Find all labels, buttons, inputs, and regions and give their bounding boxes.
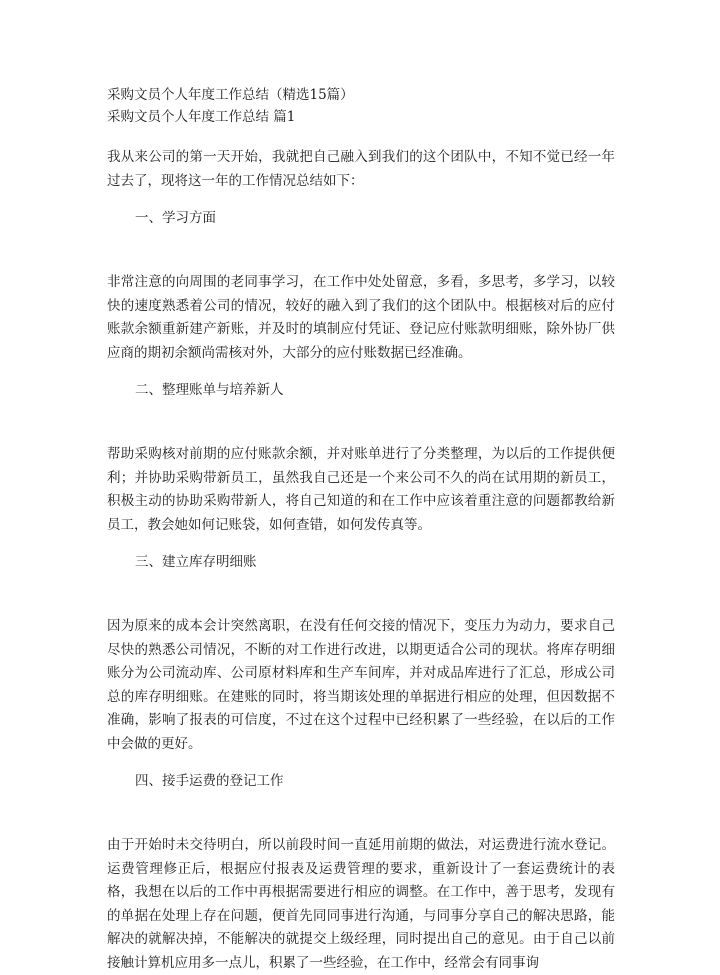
section-paragraph: 因为原来的成本会计突然离职，在没有任何交接的情况下，变压力为动力，要求自己尽快的熟悉公司情况，不断的对工作进行改进，以期更适合公司的现状。将库存明细账分为公司流动库、公司原材料库和生产车间库，并对成品库进行了汇总，形成公司总的库存明细账。在建账的同时，将当期该处理的单据进行相应的处理，但因数据不准确，影响了报表的可信度，不过在这个过程中已经积累了一些经验，在以后的工作中会做的更好。 xyxy=(107,618,615,752)
document-title: 采购文员个人年度工作总结（精选15篇） xyxy=(107,87,354,103)
intro-block xyxy=(107,146,615,193)
section-freight-registration xyxy=(107,770,615,975)
section-heading: 三、建立库存明细账 xyxy=(135,554,257,570)
section-bills-training xyxy=(107,379,615,537)
section-study xyxy=(107,207,615,365)
document-subtitle: 采购文员个人年度工作总结 篇1 xyxy=(107,109,296,125)
section-heading: 二、整理账单与培养新人 xyxy=(135,382,284,398)
section-heading: 一、学习方面 xyxy=(135,210,216,226)
section-paragraph: 帮助采购核对前期的应付账款余额，并对账单进行了分类整理，为以后的工作提供便利；并协助采购带新员工，虽然我自己还是一个来公司不久的尚在试用期的新员工，积极主动的协助采购带新人，将自己知道的和在工作中应该着重注意的问题都教给新员工，教会她如何记账袋，如何查错，如何发传真等。 xyxy=(107,446,615,533)
intro-paragraph: 我从来公司的第一天开始，我就把自己融入到我们的这个团队中，不知不觉已经一年过去了，现将这一年的工作情况总结如下： xyxy=(107,149,615,189)
section-inventory-ledger xyxy=(107,551,615,756)
section-paragraph: 非常注意的向周围的老同事学习，在工作中处处留意，多看，多思考，多学习，以较快的速度熟悉着公司的情况，较好的融入到了我们的这个团队中。根据核对后的应付账款余额重新建产新账，并及时的填制应付凭证、登记应付账款明细账，除外协厂供应商的期初余额尚需核对外，大部分的应付账数据已经准确。 xyxy=(107,274,615,361)
section-paragraph: 由于开始时未交待明白，所以前段时间一直延用前期的做法，对运费进行流水登记。运费管理修正后，根据应付报表及运费管理的要求，重新设计了一套运费统计的表格，我想在以后的工作中再根据需要进行相应的调整。在工作中，善于思考，发现有的单据在处理上存在问题，便首先同同事进行沟通，与同事分享自己的解决思路，能解决的就解决掉，不能解决的就提交上级经理，同时提出自己的意见。由于自己以前接触计算机应用多一点儿，积累了一些经验，在工作中，经常会有同事询 xyxy=(107,837,615,971)
section-heading: 四、接手运费的登记工作 xyxy=(135,773,284,789)
document-page xyxy=(107,84,615,975)
